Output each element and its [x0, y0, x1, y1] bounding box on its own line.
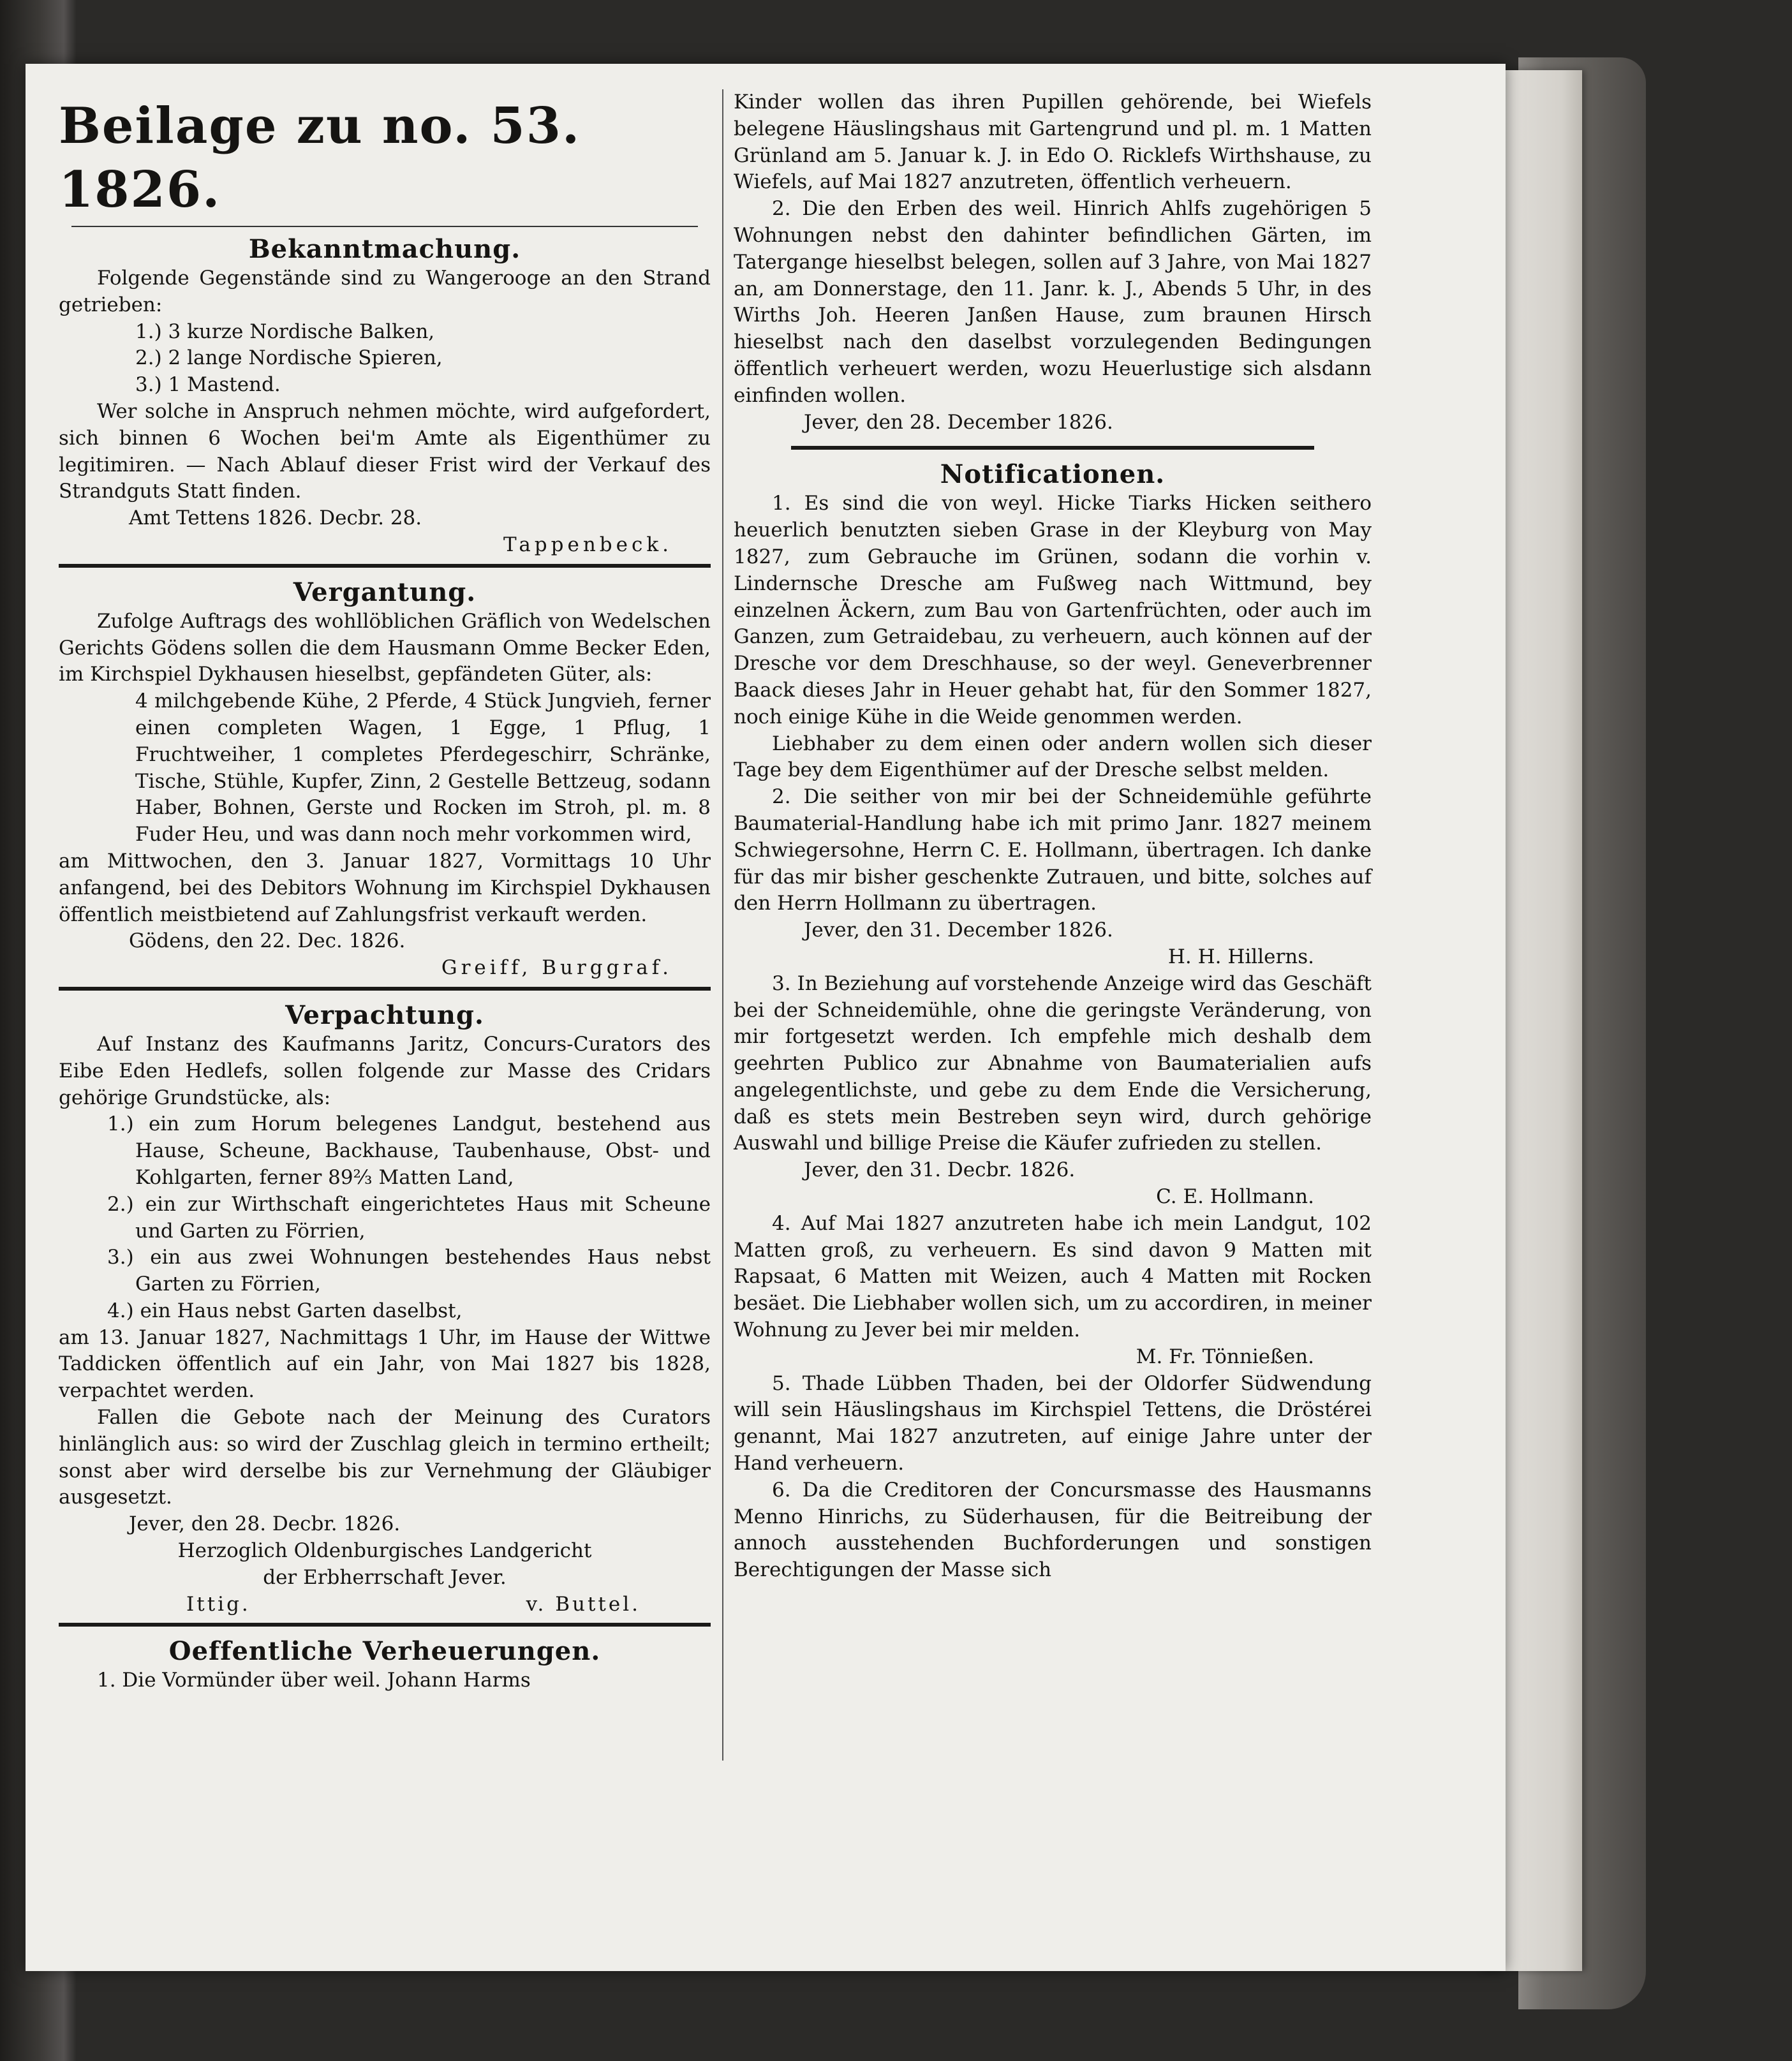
section-notificationen [734, 459, 1372, 1584]
goods-list: 4 milchgebende Kühe, 2 Pferde, 4 Stück Jungvieh, ferner einen completen Wagen, 1 Egge, 1 Pflug, 1 Fruchtweiher, 1 completes Pferdegeschirr, Schränke, Tische, Stühle, Kupfer, Zinn, 2 Gestelle Bettzeug, sodann Haber, Bohnen, Gerste und Rocken im Stroh, pl. m. 8 Fuder Heu, und was dann noch mehr vorkommen wird, [135, 690, 711, 846]
paragraph: Liebhaber zu dem einen oder andern wollen sich dieser Tage bey dem Eigenthümer auf der Dresche selbst melden. [734, 732, 1372, 782]
signature-right: v. Buttel. [526, 1592, 641, 1616]
paragraph: 6. Da die Creditoren der Concursmasse des Hausmanns Menno Hinrichs, zu Süderhausen, für die Beitreibung der annoch ausstehenden Buchforderungen und sonstigen Berechtigungen der Masse sich [734, 1478, 1372, 1582]
paragraph: Auf Instanz des Kaufmanns Jaritz, Concurs-Curators des Eibe Eden Hedlefs, sollen folgende zur Masse des Cridars gehörige Grundstücke, als: [59, 1032, 711, 1109]
signature-line [59, 1592, 711, 1618]
dateline: Jever, den 28. December 1826. [804, 410, 1113, 434]
newspaper-page [26, 64, 1506, 1971]
right-column [734, 64, 1372, 1584]
dateline: Amt Tettens 1826. Decbr. 28. [129, 506, 422, 530]
list-item: 2.) 2 lange Nordische Spieren, [135, 346, 443, 370]
paragraph: 3. In Beziehung auf vorstehende Anzeige wird das Geschäft bei der Schneidemühle, ohne die geringste Veränderung, von mir fortgesetzt werden. Ich empfehle mich deshalb dem geehrten Publico zur Abnahme von Baumaterialien aufs angelegentlichste, und gebe zu dem Ende die Versicherung, daß es stets mein Bestreben seyn wird, durch gehörige Auswahl und billige Preise die Käufer zufrieden zu stellen. [734, 971, 1372, 1155]
left-column [59, 64, 711, 1694]
masthead: Beilage zu no. 53. 1826. [59, 97, 581, 219]
section-rule [59, 564, 711, 568]
paragraph: Zufolge Auftrags des wohllöblichen Gräflich von Wedelschen Gerichts Gödens sollen die dem Hausmann Omme Becker Eden, im Kirchspiel Dykhausen hieselbst, gepfändeten Güter, als: [59, 609, 711, 686]
paragraph: 1. Es sind die von weyl. Hicke Tiarks Hicken seithero heuerlich benutzten sieben Grase in der Kleyburg von May 1827, zum Gebrauche im Grünen, sodann die vorhin v. Lindernsche Dresche am Fußweg nach Wittmund, bey einzelnen Äckern, zum Bau von Gartenfrüchten, oder auch im Ganzen, zum Getraidebau, zu verheuern, auch können auf der Dresche vor dem Dreschhause, so der weyl. Geneverbrenner Baack dieses Jahr in Heuer gehabt hat, für den Sommer 1827, noch einige Kühe in die Weide genommen werden. [734, 492, 1372, 728]
section-rule [59, 987, 711, 991]
paragraph: 2. Die den Erben des weil. Hinrich Ahlfs zugehörigen 5 Wohnungen nebst den dahinter befindlichen Gärten, im Tatergange hieselbst belegen, sollen auf 3 Jahre, von Mai 1827 an, am Donnerstage, den 11. Janr. k. J., Abends 5 Uhr, in des Wirths Joh. Heeren Janßen Hause, zum braunen Hirsch hieselbst nach den daselbst vorzulegenden Bedingungen öffentlich verheuert werden, wozu Heuerlustige sich alsdann einfinden wollen. [734, 197, 1372, 407]
section-rule [59, 1623, 711, 1627]
section-rule [791, 446, 1314, 450]
paragraph: am 13. Januar 1827, Nachmittags 1 Uhr, im Hause der Wittwe Taddicken öffentlich auf ein Jahr, von Mai 1827 bis 1828, verpachtet werden. [59, 1326, 711, 1403]
section-heading: Oeffentliche Verheuerungen. [168, 1636, 601, 1667]
section-heading: Verpachtung. [285, 1000, 484, 1030]
signature: Tappenbeck. [503, 533, 672, 556]
paragraph: am Mittwochen, den 3. Januar 1827, Vormittags 10 Uhr anfangend, bei des Debitors Wohnung im Kirchspiel Dykhausen öffentlich meistbietend auf Zahlungsfrist verkauft werden. [59, 849, 711, 926]
signature: H. H. Hillerns. [1167, 945, 1314, 968]
list-item: 4.) ein Haus nebst Garten daselbst, [107, 1299, 463, 1322]
paragraph: 5. Thade Lübben Thaden, bei der Oldorfer Südwendung will sein Häuslingshaus im Kirchspiel Tettens, die Dröstérei genannt, Mai 1827 anzutreten, auf einige Jahre unter der Hand verheuern. [734, 1371, 1372, 1475]
dateline: Jever, den 28. Decbr. 1826. [129, 1512, 401, 1536]
list-item: 1.) ein zum Horum belegenes Landgut, bestehend aus Hause, Scheune, Backhause, Taubenhause, Obst- und Kohlgarten, ferner 89⅔ Matten Land, [107, 1112, 711, 1189]
column-top-spacer [734, 64, 1372, 89]
section-verpachtung [59, 1000, 711, 1618]
section-heading: Notificationen. [940, 459, 1166, 490]
signature: C. E. Hollmann. [1156, 1185, 1314, 1209]
section-bekanntmachung [59, 233, 711, 559]
dateline: Gödens, den 22. Dec. 1826. [129, 929, 406, 953]
list-item: 1.) 3 kurze Nordische Balken, [135, 320, 435, 343]
court-name: Herzoglich Oldenburgisches Landgericht [177, 1539, 592, 1563]
dateline: Jever, den 31. Decbr. 1826. [804, 1158, 1076, 1182]
section-vergantung [59, 577, 711, 982]
dateline: Jever, den 31. December 1826. [804, 919, 1113, 942]
paragraph: 4. Auf Mai 1827 anzutreten habe ich mein Landgut, 102 Matten groß, zu verheuern. Es sind davon 9 Matten mit Rapsaat, 6 Matten mit Weizen, auch 4 Matten mit Rocken besäet. Die Liebhaber wollen sich, um zu accordiren, in meiner Wohnung zu Jever bei mir melden. [734, 1211, 1372, 1342]
signature-left: Ittig. [186, 1592, 251, 1616]
paragraph: Fallen die Gebote nach der Meinung des Curators hinlänglich aus: so wird der Zuschlag gleich in termino ertheilt; sonst aber wird derselbe bis zur Vernehmung der Gläubiger ausgesetzt. [59, 1406, 711, 1509]
list-item: 3.) 1 Mastend. [135, 373, 281, 397]
signature: M. Fr. Tönnießen. [1136, 1345, 1314, 1368]
section-heading: Bekanntmachung. [248, 234, 521, 264]
paragraph: Kinder wollen das ihren Pupillen gehörende, bei Wiefels belegene Häuslingshaus mit Gartengrund und pl. m. 1 Matten Grünland am 5. Januar k. J. in Edo O. Ricklefs Wirthshause, zu Wiefels, auf Mai 1827 anzutreten, öffentlich verheuern. [734, 91, 1372, 194]
paragraph: 1. Die Vormünder über weil. Johann Harms [97, 1669, 531, 1692]
column-divider [722, 89, 723, 1761]
masthead-rule [71, 226, 698, 227]
court-name-line2: der Erbherrschaft Jever. [263, 1565, 507, 1589]
list-item: 3.) ein aus zwei Wohnungen bestehendes Haus nebst Garten zu Förrien, [107, 1246, 711, 1296]
section-verheuerungen [59, 1636, 711, 1694]
list-item: 2.) ein zur Wirthschaft eingerichtetes Haus mit Scheune und Garten zu Förrien, [107, 1192, 711, 1243]
paragraph: Wer solche in Anspruch nehmen möchte, wird aufgefordert, sich binnen 6 Wochen bei'm Amte als Eigenthümer zu legitimiren. — Nach Ablauf dieser Frist wird der Verkauf des Strandguts Statt finden. [59, 399, 711, 503]
signature: Greiff, Burggraf. [441, 956, 672, 980]
paragraph: Folgende Gegenstände sind zu Wangerooge an den Strand getrieben: [59, 267, 711, 316]
section-heading: Vergantung. [293, 577, 477, 607]
paragraph: 2. Die seither von mir bei der Schneidemühle geführte Baumaterial-Handlung habe ich mit primo Janr. 1827 meinem Schwiegersohne, Herrn C. E. Hollmann, übertragen. Ich danke für das mir bisher geschenkte Zutrauen, und bitte, solches auf den Herrn Hollmann zu übertragen. [734, 785, 1372, 915]
